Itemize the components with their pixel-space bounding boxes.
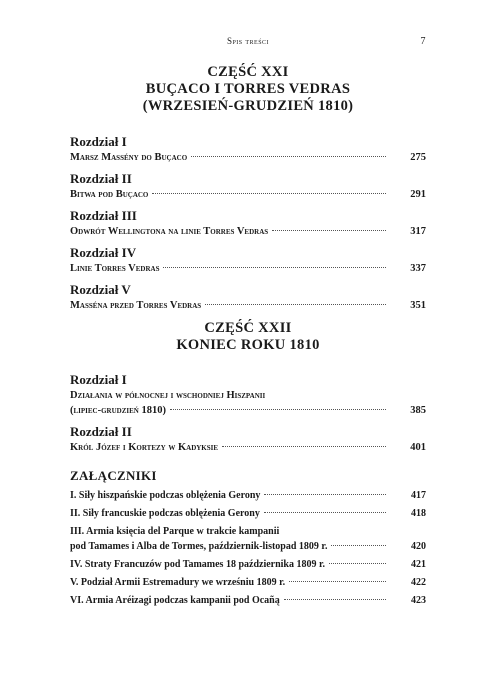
appendix-entry[interactable] <box>70 506 426 521</box>
chapter-title: Linie Torres Vedras <box>70 263 160 274</box>
dot-leader <box>205 304 386 305</box>
dot-leader <box>222 446 386 447</box>
appendix-heading: ZAŁĄCZNIKI <box>70 468 157 483</box>
toc-chapter <box>70 171 426 202</box>
chapter-label: Rozdział III <box>70 208 137 223</box>
appendix-page: 418 <box>411 508 426 519</box>
part-22-title: KONIEC ROKU 1810 <box>176 337 320 353</box>
chapter-title: Marsz Massény do Buçaco <box>70 152 188 163</box>
chapter-label: Rozdział II <box>70 171 132 186</box>
part-21-number: CZĘŚĆ XXI <box>207 64 289 80</box>
chapter-page: 337 <box>410 263 426 274</box>
appendix-page: 421 <box>411 559 426 570</box>
toc-chapter <box>70 134 426 165</box>
dot-leader <box>329 563 386 564</box>
chapter-page: 401 <box>410 442 426 453</box>
appendix-page: 417 <box>411 490 426 501</box>
chapter-page: 291 <box>410 189 426 200</box>
appendix-title: IV. Straty Francuzów pod Tamames 18 października 1809 r. <box>70 559 326 570</box>
chapter-page: 385 <box>410 405 426 416</box>
toc-chapter <box>70 424 426 455</box>
part-22-toc <box>70 372 426 461</box>
dot-leader <box>272 230 386 231</box>
appendix-page: 420 <box>411 541 426 552</box>
toc-entry[interactable] <box>70 403 426 418</box>
dot-leader <box>170 409 386 410</box>
toc-entry[interactable] <box>70 187 426 202</box>
toc-chapter <box>70 372 426 418</box>
dot-leader <box>264 494 386 495</box>
chapter-title: Odwrót Wellingtona na linie Torres Vedras <box>70 226 269 237</box>
dot-leader <box>289 581 386 582</box>
chapter-page: 317 <box>410 226 426 237</box>
appendix-title: II. Siły francuskie podczas oblężenia Gerony <box>70 508 260 519</box>
appendix-entry[interactable] <box>70 575 426 590</box>
appendix-title: VI. Armia Aréizagi podczas kampanii pod Ocañą <box>70 595 280 606</box>
toc-entry[interactable] <box>70 261 426 276</box>
appendix-entry[interactable] <box>70 488 426 503</box>
toc-chapter <box>70 245 426 276</box>
part-22-number: CZĘŚĆ XXII <box>204 320 292 336</box>
page-number: 7 <box>420 36 426 47</box>
chapter-label: Rozdział I <box>70 372 127 387</box>
appendix-title: V. Podział Armii Estremadury we wrześniu 1809 r. <box>70 577 286 588</box>
chapter-label: Rozdział I <box>70 134 127 149</box>
toc-chapter <box>70 282 426 313</box>
chapter-label: Rozdział II <box>70 424 132 439</box>
chapter-label: Rozdział IV <box>70 245 137 260</box>
chapter-title-line[interactable]: Działania w północnej i wschodniej Hiszpanii <box>70 390 266 401</box>
chapter-label: Rozdział V <box>70 282 131 297</box>
toc-entry[interactable] <box>70 150 426 165</box>
dot-leader <box>284 599 386 600</box>
appendix-title-line[interactable]: III. Armia księcia del Parque w trakcie kampanii <box>70 526 280 537</box>
part-22-heading <box>70 320 426 354</box>
toc-chapter <box>70 208 426 239</box>
dot-leader <box>331 545 386 546</box>
appendix-title: I. Siły hiszpańskie podczas oblężenia Gerony <box>70 490 261 501</box>
appendix-entry[interactable] <box>70 539 426 554</box>
toc-entry[interactable] <box>70 298 426 313</box>
dot-leader <box>152 193 386 194</box>
appendix-page: 423 <box>411 595 426 606</box>
part-21-title: BUÇACO I TORRES VEDRAS <box>145 81 351 97</box>
chapter-title: (lipiec-grudzień 1810) <box>70 405 166 416</box>
dot-leader <box>191 156 386 157</box>
appendix-page: 422 <box>411 577 426 588</box>
dot-leader <box>264 512 386 513</box>
toc-entry[interactable] <box>70 224 426 239</box>
appendix-toc <box>70 468 426 608</box>
chapter-page: 275 <box>410 152 426 163</box>
appendix-entry[interactable] <box>70 593 426 608</box>
chapter-title: Król Józef i Kortezy w Kadyksie <box>70 442 219 453</box>
appendix-title: pod Tamames i Alba de Tormes, październik-listopad 1809 r. <box>70 541 328 552</box>
toc-entry[interactable] <box>70 440 426 455</box>
chapter-page: 351 <box>410 300 426 311</box>
part-21-heading <box>70 64 426 115</box>
part-21-toc <box>70 134 426 319</box>
part-21-dates: (WRZESIEŃ-GRUDZIEŃ 1810) <box>142 98 354 114</box>
dot-leader <box>163 267 386 268</box>
appendix-entry[interactable] <box>70 557 426 572</box>
running-head-title: Spis treści <box>226 36 270 46</box>
chapter-title: Bitwa pod Buçaco <box>70 189 149 200</box>
chapter-title: Masséna przed Torres Vedras <box>70 300 202 311</box>
